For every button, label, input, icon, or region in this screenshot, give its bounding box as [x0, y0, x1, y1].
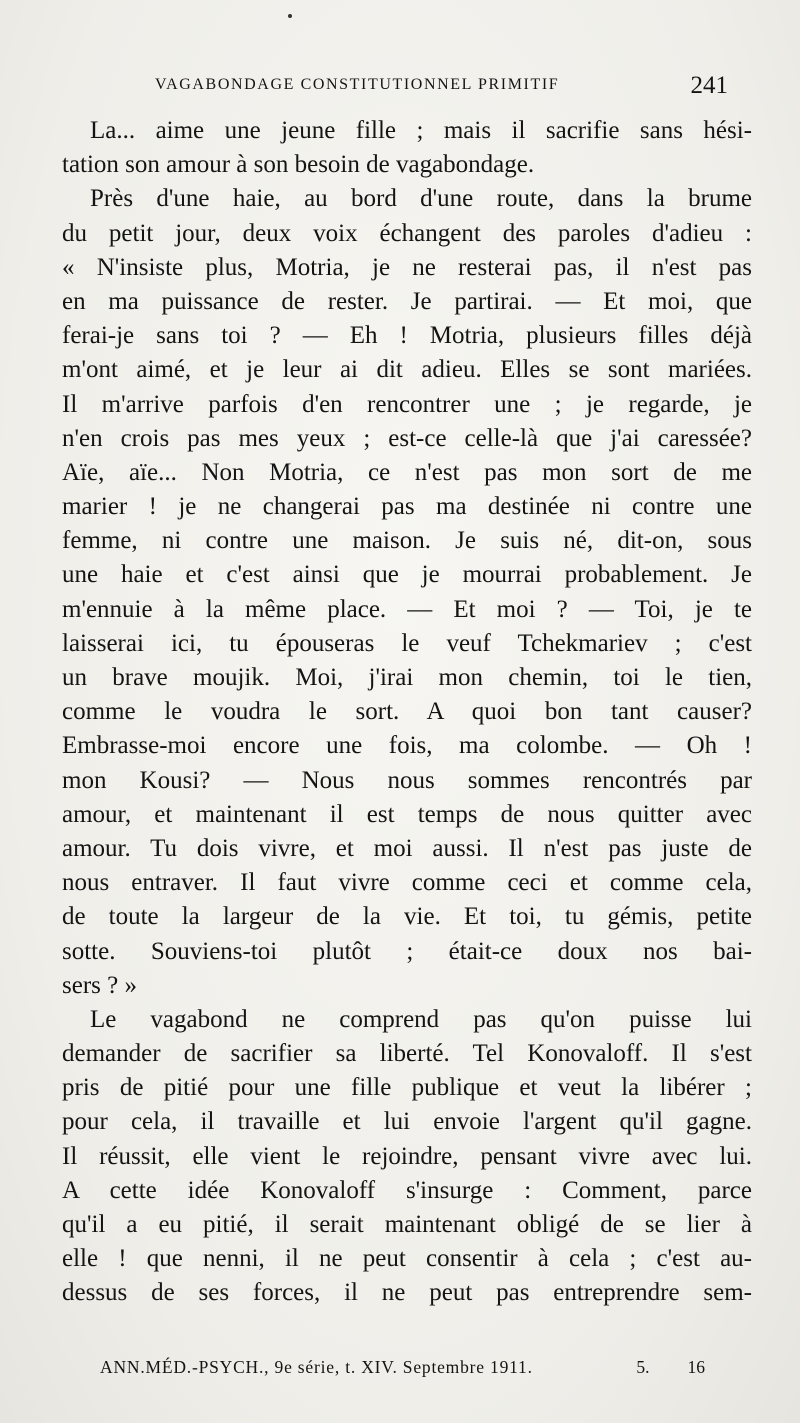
footer-journal-citation: ANN.MÉD.-PSYCH., 9e série, t. XIV. Septembre 1911. — [100, 1357, 533, 1377]
text-line: Près d'une haie, au bord d'une route, dans la brume — [90, 185, 752, 213]
running-head — [155, 74, 740, 104]
text-line: en ma puissance de rester. Je partirai. — Et moi, que — [62, 287, 752, 315]
text-line: Il réussit, elle vient le rejoindre, pensant vivre avec lui. — [62, 1142, 752, 1170]
footer-signature-number: 16 — [687, 1357, 705, 1377]
text-line: Embrasse-moi encore une fois, ma colombe. — Oh ! — [62, 732, 752, 760]
text-line: de toute la largeur de la vie. Et toi, tu gémis, petite — [62, 903, 752, 931]
text-line: dessus de ses forces, il ne peut pas entreprendre sem- — [62, 1279, 752, 1307]
text-line: m'ont aimé, et je leur ai dit adieu. Elles se sont mariées. — [62, 356, 752, 384]
text-line: amour, et maintenant il est temps de nous quitter avec — [62, 800, 752, 828]
text-line: qu'il a eu pitié, il serait maintenant obligé de se lier à — [62, 1211, 752, 1238]
text-line: m'ennuie à la même place. — Et moi ? — Toi, je te — [62, 595, 752, 623]
text-line: « N'insiste plus, Motria, je ne resterai pas, il n'est pas — [62, 253, 752, 281]
running-title: VAGABONDAGE CONSTITUTIONNEL PRIMITIF — [155, 76, 560, 93]
text-line: tation son amour à son besoin de vagabondage. — [62, 151, 535, 179]
text-line: laisserai ici, tu épouseras le veuf Tchekmariev ; c'est — [62, 629, 752, 657]
footer-sheet-number: 5. — [636, 1357, 650, 1377]
text-line: mon Kousi? — Nous nous sommes rencontrés par — [62, 766, 752, 794]
text-line: une haie et c'est ainsi que je mourrai probablement. Je — [62, 561, 752, 589]
text-line: nous entraver. Il faut vivre comme ceci et comme cela, — [62, 869, 752, 897]
body-text — [62, 114, 752, 1311]
text-line: elle ! que nenni, il ne peut consentir à cela ; c'est au- — [62, 1245, 752, 1273]
text-line: La... aime une jeune fille ; mais il sacrifie sans hési- — [90, 117, 752, 144]
text-line: sotte. Souviens-toi plutôt ; était-ce doux nos bai- — [62, 937, 752, 965]
text-line: marier ! je ne changerai pas ma destinée ni contre une — [62, 493, 752, 521]
text-line: A cette idée Konovaloff s'insurge : Comment, parce — [62, 1176, 752, 1204]
text-line: ferai-je sans toi ? — Eh ! Motria, plusieurs filles déjà — [62, 322, 752, 350]
text-line: Il m'arrive parfois d'en rencontrer une ; je regarde, je — [62, 390, 752, 418]
text-line: comme le voudra le sort. A quoi bon tant causer? — [62, 698, 752, 726]
text-line: n'en crois pas mes yeux ; est-ce celle-là que j'ai caressée? — [62, 424, 752, 452]
text-line: femme, ni contre une maison. Je suis né, dit-on, sous — [62, 527, 752, 555]
ink-speck — [288, 14, 292, 18]
text-line: Aïe, aïe... Non Motria, ce n'est pas mon sort de me — [62, 458, 752, 486]
page-number: 241 — [690, 72, 728, 99]
text-line: demander de sacrifier sa liberté. Tel Konovaloff. Il s'est — [62, 1040, 752, 1068]
footer-signature-marks — [636, 1357, 705, 1378]
page-footer — [100, 1357, 705, 1383]
text-line: pris de pitié pour une fille publique et veut la libérer ; — [62, 1074, 752, 1102]
text-line: amour. Tu dois vivre, et moi aussi. Il n'est pas juste de — [62, 834, 752, 862]
text-line: un brave moujik. Moi, j'irai mon chemin, toi le tien, — [62, 664, 752, 691]
text-line: pour cela, il travaille et lui envoie l'argent qu'il gagne. — [62, 1108, 752, 1136]
text-line: sers ? » — [62, 971, 137, 999]
text-line: du petit jour, deux voix échangent des paroles d'adieu : — [62, 219, 752, 247]
text-line: Le vagabond ne comprend pas qu'on puisse lui — [90, 1005, 752, 1033]
